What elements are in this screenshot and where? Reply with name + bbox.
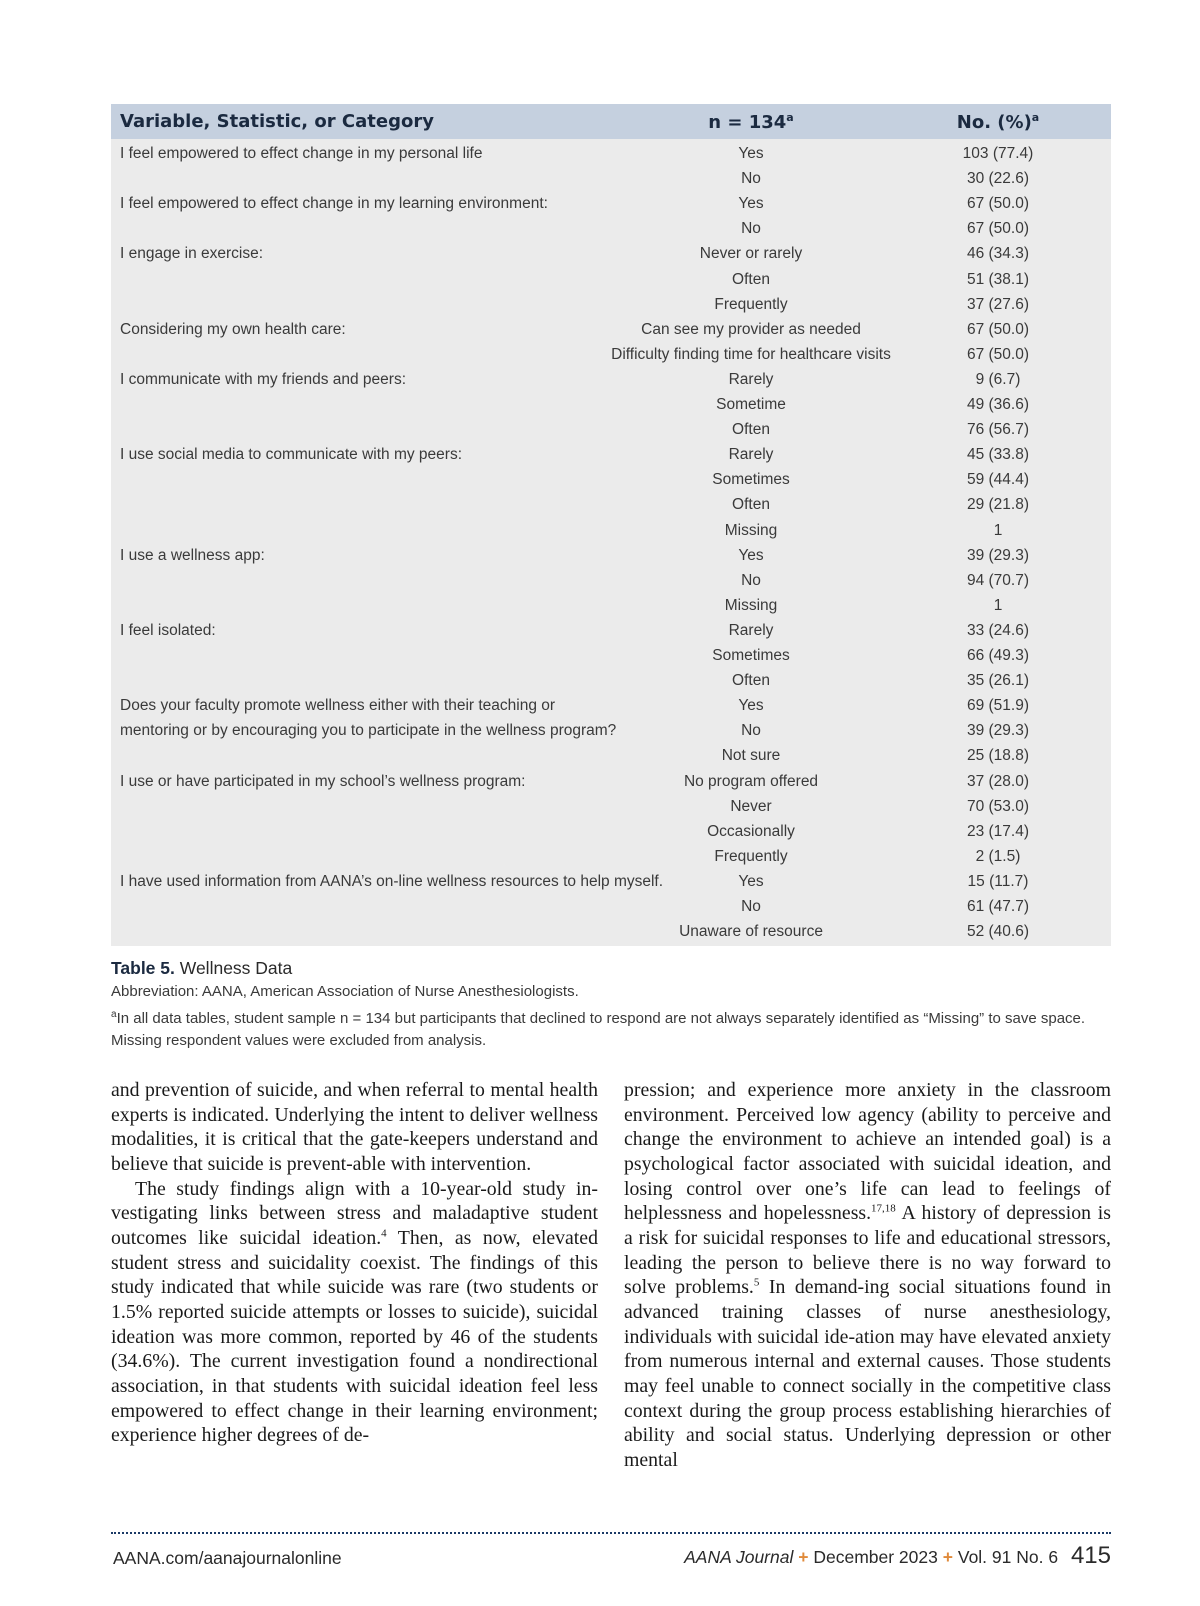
cell-count-percent: 69 (51.9)	[966, 697, 1030, 715]
cell-response: Not sure	[721, 747, 781, 765]
cell-response: Occasionally	[707, 822, 795, 840]
cell-count-percent: 59 (44.4)	[966, 471, 1030, 489]
table-row	[111, 467, 1111, 492]
table-row	[111, 342, 1111, 367]
cell-response: Never or rarely	[699, 245, 803, 263]
cell-count-percent: 35 (26.1)	[966, 672, 1030, 690]
cell-response: Sometimes	[712, 647, 790, 664]
table-row	[111, 241, 1111, 266]
table-row	[111, 292, 1111, 317]
cell-response: Often	[732, 421, 770, 439]
table-row	[111, 693, 1111, 718]
cell-count-percent: 67 (50.0)	[966, 345, 1030, 363]
cell-count-percent: 30 (22.6)	[966, 170, 1030, 188]
table-body	[111, 139, 1111, 946]
table-row	[111, 216, 1111, 241]
cell-count-percent: 39 (29.3)	[966, 722, 1030, 740]
wellness-data-table	[111, 104, 1111, 946]
cell-response: Rarely	[728, 446, 774, 464]
cell-response: Frequently	[714, 847, 788, 865]
cell-variable: I communicate with my friends and peers:	[120, 370, 407, 388]
cell-variable: Considering my own health care:	[120, 320, 346, 338]
cell-response: No	[741, 170, 761, 188]
cell-response: No	[741, 722, 761, 740]
table-row	[111, 166, 1111, 191]
cell-variable: I use or have participated in my school’s wellness program:	[120, 772, 526, 790]
cell-count-percent: 103 (77.4)	[962, 145, 1034, 162]
body-column-right	[624, 1078, 1111, 1473]
cell-variable: I feel isolated:	[120, 621, 216, 639]
cell-count-percent: 76 (56.7)	[966, 421, 1030, 439]
table-row	[111, 593, 1111, 618]
cell-response: Rarely	[728, 370, 774, 388]
cell-variable: I feel empowered to effect change in my learning environment:	[120, 195, 548, 213]
cell-response: Missing	[724, 596, 778, 614]
cell-count-percent: 25 (18.8)	[966, 747, 1030, 765]
table-row	[111, 442, 1111, 467]
cell-variable: mentoring or by encouraging you to participate in the wellness program?	[120, 722, 617, 740]
cell-response: Unaware of resource	[679, 923, 823, 941]
cell-count-percent: 49 (36.6)	[966, 396, 1030, 413]
table-row	[111, 844, 1111, 869]
header-no-pct: No. (%)$^a$	[956, 111, 1040, 133]
cell-count-percent: 1	[993, 596, 1003, 614]
table-row	[111, 869, 1111, 894]
cell-response: Yes	[738, 697, 764, 715]
cell-count-percent: 51 (38.1)	[966, 270, 1030, 288]
body-column-left	[111, 1078, 598, 1448]
page-number: 415	[1070, 1542, 1111, 1569]
cell-response: Frequently	[714, 295, 788, 313]
cell-count-percent: 52 (40.6)	[966, 923, 1030, 941]
paragraph: and prevention of suicide, and when referral to mental health experts is indicated. Underlying the intent to deliver wellness modalities, it is critical that the gate-keepers understand and believe that suicide is prevent-able with intervention.	[111, 1079, 598, 1175]
cell-response: Can see my provider as needed	[641, 320, 861, 338]
cell-response: Yes	[738, 546, 764, 564]
table-row	[111, 919, 1111, 944]
cell-count-percent: 67 (50.0)	[966, 320, 1030, 338]
cell-variable: Does your faculty promote wellness either with their teaching or	[120, 697, 556, 715]
cell-response: Difficulty finding time for healthcare visits	[611, 345, 891, 363]
cell-response: Never	[730, 797, 772, 815]
cell-response: Rarely	[728, 621, 774, 639]
cell-count-percent: 33 (24.6)	[966, 621, 1030, 639]
table-row	[111, 618, 1111, 643]
issue-date: December 2023	[813, 1547, 938, 1567]
cell-count-percent: 39 (29.3)	[966, 546, 1030, 564]
table-row	[111, 543, 1111, 568]
cell-count-percent: 66 (49.3)	[966, 647, 1030, 664]
cell-response: No	[741, 898, 761, 915]
table-row	[111, 141, 1111, 166]
table-row	[111, 643, 1111, 668]
cell-count-percent: 1	[993, 521, 1003, 539]
cell-count-percent: 94 (70.7)	[966, 571, 1030, 589]
cell-response: No	[741, 220, 761, 238]
cell-response: No	[741, 571, 761, 589]
table-row	[111, 668, 1111, 693]
cell-count-percent: 61 (47.7)	[966, 898, 1030, 915]
table-row	[111, 518, 1111, 543]
separator-icon: +	[942, 1547, 953, 1567]
cell-response: Yes	[738, 195, 764, 213]
table-row	[111, 894, 1111, 919]
cell-variable: I engage in exercise:	[120, 245, 264, 263]
cell-count-percent: 67 (50.0)	[966, 220, 1030, 238]
cell-response: Missing	[724, 521, 778, 539]
table-row	[111, 743, 1111, 768]
cell-response: Often	[732, 672, 770, 690]
cell-count-percent: 70 (53.0)	[966, 797, 1030, 815]
cell-count-percent: 46 (34.3)	[966, 245, 1030, 263]
cell-count-percent: 37 (27.6)	[966, 295, 1030, 313]
cell-count-percent: 67 (50.0)	[966, 195, 1030, 213]
header-variable: Variable, Statistic, or Category	[120, 111, 434, 132]
table-row	[111, 417, 1111, 442]
table-row	[111, 317, 1111, 342]
cell-count-percent: 45 (33.8)	[966, 446, 1030, 464]
cell-count-percent: 9 (6.7)	[975, 370, 1021, 388]
table-row	[111, 718, 1111, 743]
cell-count-percent: 37 (28.0)	[966, 772, 1030, 790]
paragraph: The study findings align with a 10-year-old study in-vestigating links between stress and maladaptive student outcomes like suicidal ideation.$^4$ Then, as now, elevated student stress and suicidality coexist. The findings of this study indicated that while suicide was rare (two students or 1.5% reported suicide attempts or losses to suicide), suicidal ideation was more common, reported by 46 of the students (34.6%). The current investigation found a nondirectional association, in that students with suicidal ideation feel less empowered to effect change in their learning environment; experience higher degrees of de-	[111, 1177, 598, 1447]
table-row	[111, 367, 1111, 392]
cell-variable: I have used information from AANA’s on-line wellness resources to help myself.	[120, 872, 664, 890]
footnote-a: $^a$In all data tables, student sample n = 134 but participants that declined to respond are not always separately identified as “Missing” to save space. Missing respondent values were excluded from analysis.	[111, 1008, 1086, 1049]
table-header	[111, 104, 1111, 139]
cell-response: No program offered	[683, 772, 819, 790]
table-row	[111, 392, 1111, 417]
table-number: Table 5.	[111, 958, 175, 978]
cell-variable: I feel empowered to effect change in my personal life	[120, 145, 483, 162]
footer-divider	[111, 1532, 1111, 1534]
journal-name: AANA Journal	[684, 1547, 794, 1567]
table-title: Wellness Data	[179, 958, 293, 978]
paragraph: pression; and experience more anxiety in the classroom environment. Perceived low agency (ability to perceive and change the environment to achieve an intended goal) is a psychological factor associated with suicidal ideation, and losing control over one’s life can lead to feelings of helplessness and hopelessness.$^{17,18}$ A history of depression is a risk for suicidal responses to life and educational stressors, leading the person to believe there is no way forward to solve problems.$^5$ In demand-ing social situations found in advanced training classes of nurse anesthesiology, individuals with suicidal ide-ation may have elevated anxiety from numerous internal and external causes. Those students may feel unable to connect socially in the competitive class context during the group process establishing hierarchies of ability and social status. Underlying depression or other mental	[624, 1079, 1112, 1471]
footer-website: AANA.com/aanajournalonline	[113, 1548, 342, 1568]
cell-count-percent: 2 (1.5)	[975, 847, 1021, 865]
cell-variable: I use a wellness app:	[120, 546, 265, 564]
cell-response: Often	[732, 496, 770, 514]
header-n: $n = 134^a$	[708, 111, 794, 133]
table-row	[111, 191, 1111, 216]
table-row	[111, 819, 1111, 844]
separator-icon: +	[798, 1547, 809, 1567]
table-notes	[111, 981, 1111, 1053]
table-row	[111, 769, 1111, 794]
cell-response: Sometime	[716, 396, 786, 413]
footer-citation	[684, 1542, 1111, 1570]
table-row	[111, 267, 1111, 292]
abbreviation-note: Abbreviation: AANA, American Association of Nurse Anesthesiologists.	[111, 983, 579, 1000]
cell-variable: I use social media to communicate with my peers:	[120, 446, 462, 464]
cell-response: Yes	[738, 145, 764, 162]
cell-response: Yes	[738, 872, 764, 890]
table-row	[111, 492, 1111, 517]
table-caption	[111, 958, 1111, 979]
cell-count-percent: 29 (21.8)	[966, 496, 1030, 514]
cell-response: Sometimes	[712, 471, 790, 489]
volume-issue: Vol. 91 No. 6	[957, 1547, 1059, 1567]
cell-count-percent: 23 (17.4)	[966, 822, 1030, 840]
cell-response: Often	[732, 270, 770, 288]
page-footer	[111, 1538, 1111, 1574]
cell-count-percent: 15 (11.7)	[967, 872, 1029, 890]
table-row	[111, 568, 1111, 593]
table-row	[111, 794, 1111, 819]
